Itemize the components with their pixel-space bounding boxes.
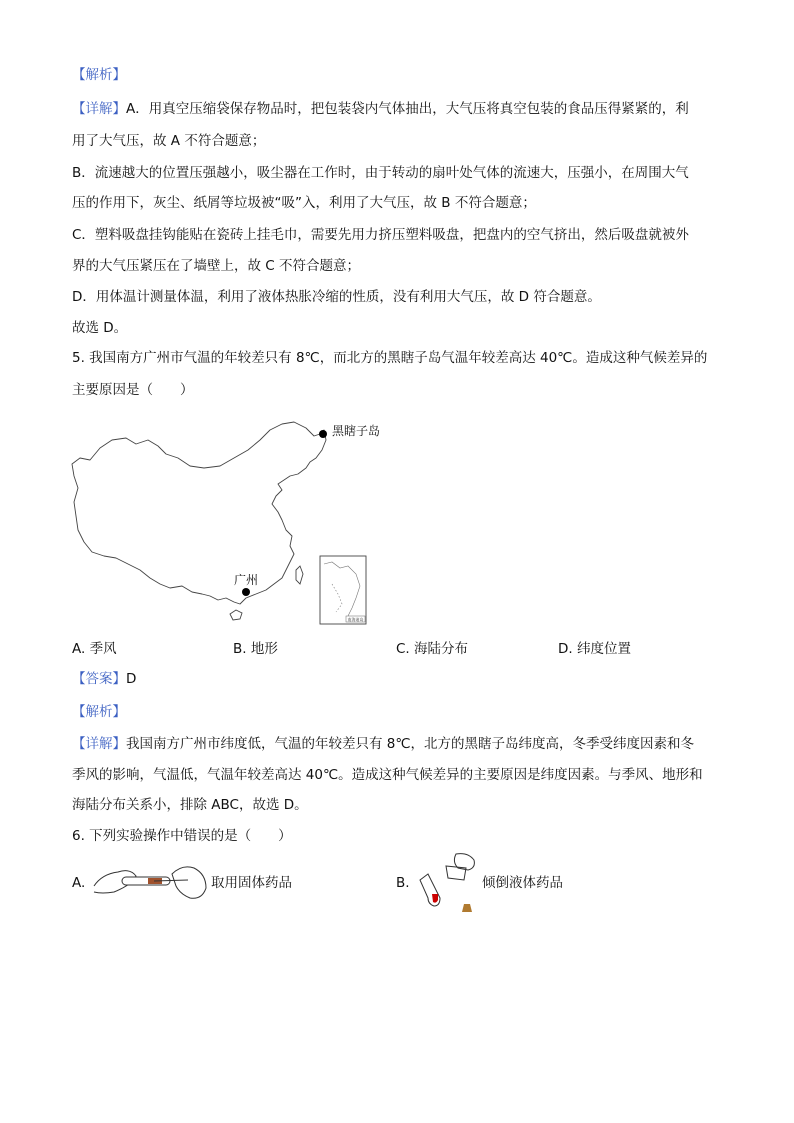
q5-option-b: B. 地形 — [233, 641, 278, 657]
detail-text: A．用真空压缩袋保存物品时，把包装袋内气体抽出，大气压将真空包装的食品压得紧紧的，利 — [126, 101, 689, 117]
detail-tag: 【详解】 — [72, 736, 126, 752]
question-6-stem: 6. 下列实验操作中错误的是（ ） — [72, 828, 292, 844]
detail-text: 我国南方广州市纬度低，气温的年较差只有 8℃，北方的黑瞎子岛纬度高，冬季受纬度因素和冬 — [126, 736, 695, 752]
q5-option-a: A. 季风 — [72, 641, 117, 657]
guangzhou-dot — [242, 588, 250, 596]
q5-option-c: C. 海陆分布 — [396, 641, 469, 657]
q5-option-d: D. 纬度位置 — [558, 641, 631, 657]
answer-tag: 【答案】 — [72, 671, 126, 687]
taiwan-island — [296, 566, 303, 584]
detail-tag: 【详解】 — [72, 101, 126, 117]
detail-line: D．用体温计测量体温，利用了液体热胀冷缩的性质，没有利用大气压，故 D 符合题意。 — [72, 289, 601, 305]
bottle-stopper — [462, 904, 472, 912]
analysis-heading: 【解析】 — [72, 704, 126, 720]
detail-line: 压的作用下，灰尘、纸屑等垃圾被“吸”入，利用了大气压，故 B 不符合题意； — [72, 195, 536, 211]
detail-line: 季风的影响，气温低，气温年较差高达 40℃。造成这种气候差异的主要原因是纬度因素。与季风、地形和 — [72, 767, 703, 783]
answer-line — [72, 670, 136, 688]
china-map — [70, 418, 400, 630]
liquid-fill — [432, 894, 438, 903]
heixiazi-dot — [319, 430, 327, 438]
guangzhou-label: 广州 — [234, 573, 259, 587]
detail-line: 用了大气压，故 A 不符合题意； — [72, 133, 266, 149]
conclusion-line: 故选 D。 — [72, 320, 128, 336]
detail-line — [72, 100, 689, 118]
hainan-island — [230, 610, 242, 620]
right-hand-icon — [172, 867, 206, 898]
detail-line: 界的大气压紧压在了墙壁上，故 C 不符合题意； — [72, 258, 361, 274]
reagent-bottle-icon — [446, 866, 466, 880]
question-5-stem: 5. 我国南方广州市气温的年较差只有 8℃，而北方的黑瞎子岛气温年较差高达 40℃。造成这种气候差异的 — [72, 350, 708, 366]
detail-line: C．塑料吸盘挂钩能贴在瓷砖上挂毛巾，需要先用力挤压塑料吸盘，把盘内的空气挤出，然后吸盘就被外 — [72, 227, 689, 243]
south-sea-inset — [320, 556, 366, 624]
detail-line — [72, 735, 694, 753]
q6-option-b-letter: B. — [396, 875, 410, 891]
solid-reagent-illustration — [92, 858, 210, 904]
question-5-stem-cont: 主要原因是（ ） — [72, 382, 194, 398]
analysis-heading: 【解析】 — [72, 67, 126, 83]
inset-label: 南海诸岛 — [347, 617, 364, 622]
china-outline — [72, 422, 326, 604]
detail-line: B．流速越大的位置压强越小，吸尘器在工作时，由于转动的扇叶处气体的流速大，压强小，在周围大气 — [72, 165, 689, 181]
q6-option-a-text: 取用固体药品 — [211, 875, 292, 891]
detail-line: 海陆分布关系小，排除 ABC，故选 D。 — [72, 797, 308, 813]
heixiazi-label: 黑瞎子岛 — [332, 424, 381, 438]
answer-value: D — [126, 671, 137, 687]
liquid-pouring-illustration — [414, 850, 480, 916]
q6-option-b-text: 倾倒液体药品 — [482, 875, 563, 891]
q6-option-a-letter: A. — [72, 875, 86, 891]
